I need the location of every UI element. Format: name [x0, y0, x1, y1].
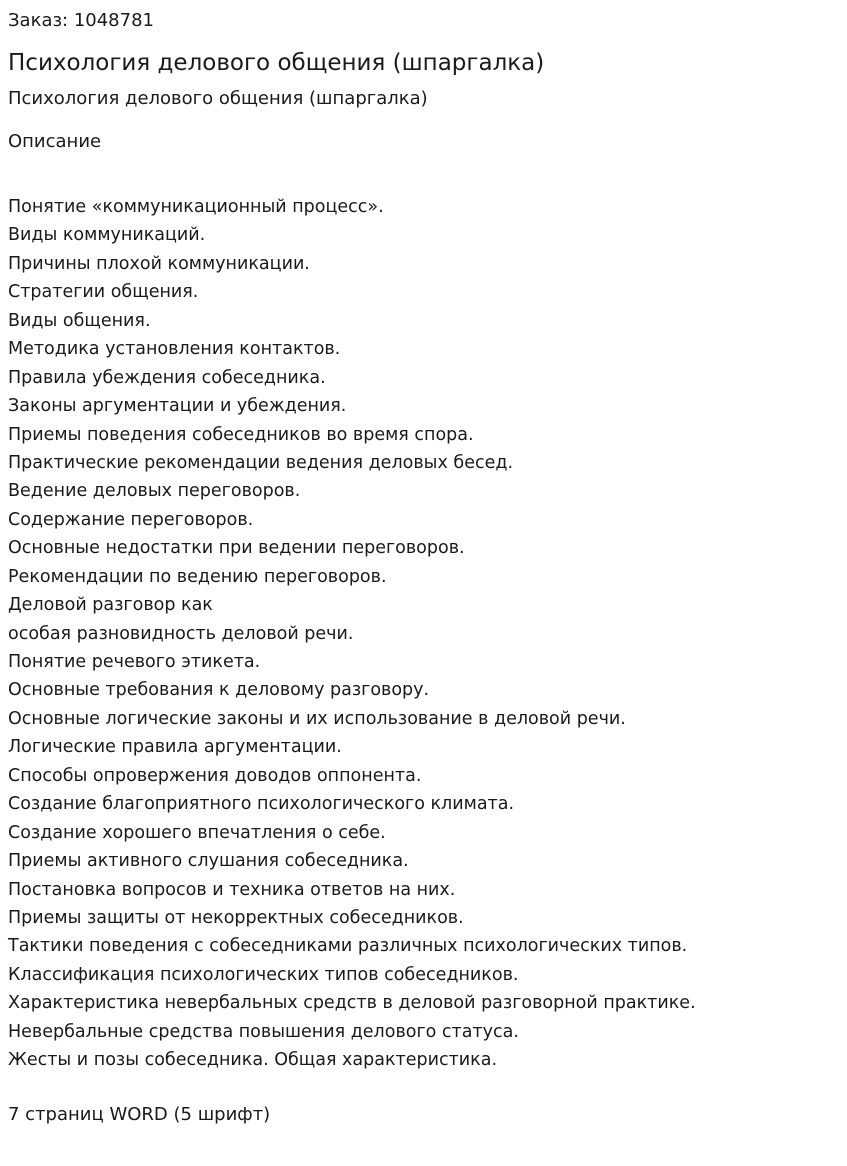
- topic-item: Приемы активного слушания собеседника.: [8, 851, 409, 872]
- topic-item: Логические правила аргументации.: [8, 737, 342, 758]
- topic-item: особая разновидность деловой речи.: [8, 623, 354, 644]
- topic-item: Стратегии общения.: [8, 282, 199, 303]
- topic-item: Способы опровержения доводов оппонента.: [8, 765, 422, 786]
- topic-item: Ведение деловых переговоров.: [8, 481, 301, 502]
- topic-item: Создание благоприятного психологического климата.: [8, 794, 515, 815]
- order-number: Заказ: 1048781: [8, 10, 154, 31]
- topic-item: Классификация психологических типов собеседников.: [8, 964, 519, 985]
- topic-item: Невербальные средства повышения делового статуса.: [8, 1021, 519, 1042]
- page-title: Психология делового общения (шпаргалка): [8, 50, 545, 76]
- topic-item: Виды коммуникаций.: [8, 225, 206, 246]
- topic-item: Создание хорошего впечатления о себе.: [8, 822, 386, 843]
- topic-list: [8, 193, 696, 1075]
- topic-item: Приемы защиты от некорректных собеседников.: [8, 907, 464, 928]
- topic-item: Понятие речевого этикета.: [8, 652, 261, 672]
- topic-item: Тактики поведения с собеседниками различных психологических типов.: [8, 936, 688, 957]
- topic-item: Содержание переговоров.: [8, 509, 254, 530]
- topic-item: Характеристика невербальных средств в деловой разговорной практике.: [8, 993, 696, 1014]
- topic-item: Рекомендации по ведению переговоров.: [8, 566, 387, 587]
- page-count-note: 7 страниц WORD (5 шрифт): [8, 1104, 271, 1125]
- topic-item: Причины плохой коммуникации.: [8, 253, 310, 274]
- topic-item: Деловой разговор как: [8, 595, 213, 616]
- topic-item: Жесты и позы собеседника. Общая характеристика.: [8, 1050, 498, 1071]
- topic-item: Методика установления контактов.: [8, 339, 341, 360]
- page-subtitle: Психология делового общения (шпаргалка): [8, 88, 428, 109]
- topic-item: Понятие «коммуникационный процесс».: [8, 197, 384, 217]
- description-heading: Описание: [8, 131, 102, 152]
- topic-item: Виды общения.: [8, 310, 151, 331]
- topic-item: Основные требования к деловому разговору.: [8, 680, 430, 701]
- topic-item: Приемы поведения собеседников во время спора.: [8, 424, 474, 445]
- topic-item: Основные недостатки при ведении переговоров.: [8, 538, 465, 559]
- topic-item: Практические рекомендации ведения деловых бесед.: [8, 452, 514, 473]
- topic-item: Правила убеждения собеседника.: [8, 367, 326, 388]
- topic-item: Постановка вопросов и техника ответов на них.: [8, 879, 456, 900]
- topic-item: Основные логические законы и их использование в деловой речи.: [8, 708, 626, 729]
- topic-item: Законы аргументации и убеждения.: [8, 396, 347, 417]
